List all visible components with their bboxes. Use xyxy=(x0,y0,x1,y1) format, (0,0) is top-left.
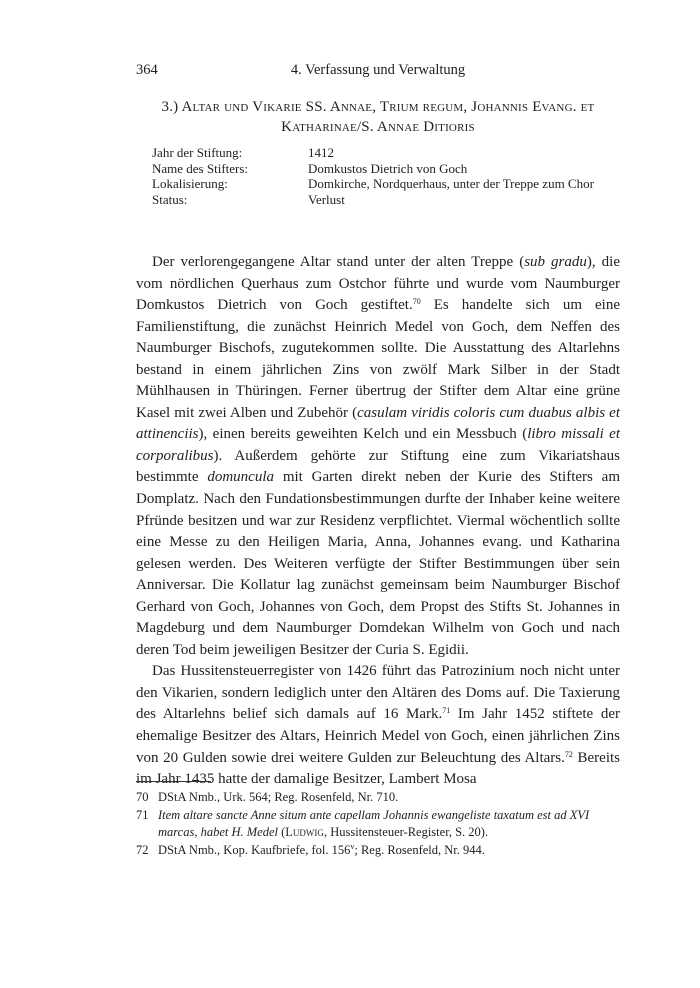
latin-term: casulam viridis coloris cum duabus albis et attinenciis xyxy=(136,404,620,443)
footnotes xyxy=(136,789,620,859)
text-run: ). Außerdem gehörte zur Stiftung eine zum Vikariatshaus bestimmte xyxy=(136,447,620,486)
meta-row xyxy=(152,176,622,192)
text-run: ; Reg. Rosenfeld, Nr. 944. xyxy=(354,842,485,857)
meta-label: Name des Stifters: xyxy=(152,160,249,176)
latin-term: libro missali et corporalibus xyxy=(136,426,620,464)
verso-mark: v xyxy=(350,841,355,851)
section-heading-line-2: Katharinae/S. Annae Ditioris xyxy=(281,119,475,135)
text-run: DStA Nmb., Urk. 564; Reg. Rosenfeld, Nr. 710. xyxy=(158,790,399,804)
text-run: ), einen bereits geweihten Kelch und ein Messbuch ( xyxy=(198,426,528,443)
author-name: Ludwig xyxy=(285,825,324,839)
footnote-ref-71[interactable]: 71 xyxy=(442,706,451,716)
running-head xyxy=(136,62,620,82)
footnote-ref-72[interactable]: 72 xyxy=(564,749,573,759)
footnote-ref-70[interactable]: 70 xyxy=(412,297,421,307)
foundation-metadata xyxy=(152,145,622,207)
footnote-text xyxy=(158,789,620,807)
paragraph-1 xyxy=(136,252,620,661)
section-heading-line-1: 3.) Altar und Vikarie SS. Annae, Trium regum, Johannis Evang. et xyxy=(161,99,595,115)
text-run: Der verlorengegangene Altar stand unter der alten Treppe ( xyxy=(152,254,525,270)
latin-term: sub gradu xyxy=(524,254,587,270)
text-run: ), die vom nördlichen Querhaus zum Ostchor führte und wurde vom Naumburger Domkustos Dietrich von Goch gestiftet. xyxy=(136,254,620,314)
paragraph-2 xyxy=(136,661,620,790)
body-text xyxy=(136,252,620,791)
meta-value: 1412 xyxy=(308,145,334,160)
text-run: Bereits im Jahr 1435 hatte der damalige Besitzer, Lambert Mosa xyxy=(136,749,620,788)
latin-term: domuncula xyxy=(207,469,274,486)
text-run: DStA Nmb., Kop. Kaufbriefe, fol. 156 xyxy=(158,842,351,857)
meta-value: Domkirche, Nordquerhaus, unter der Treppe zum Chor xyxy=(308,176,594,191)
meta-label: Jahr der Stiftung: xyxy=(152,145,243,160)
text-run: Es handelte sich um eine Familienstiftung, die zunächst Heinrich Medel von Goch, dem Neffen des Naumburger Bischofs, zugutekommen sollte. Die Ausstattung des Altarlehns bestand in einem jährlichen Zins von zwölf Mark Silber in der Stadt Mühlhausen in Thüringen. Ferner übertrug der Stifter dem Altar eine grüne Kasel mit zwei Alben und Zubehör ( xyxy=(136,297,621,421)
footnote-number: 71 xyxy=(136,807,149,822)
footnote-72 xyxy=(136,842,620,860)
page-number: 364 xyxy=(136,62,158,78)
section-heading xyxy=(136,97,620,137)
meta-label: Status: xyxy=(152,191,188,207)
footnote-text xyxy=(158,842,620,860)
meta-value: Domkustos Dietrich von Goch xyxy=(308,160,468,176)
latin-quote: Item altare sancte Anne situm ante capellam Johannis ewangeliste taxatum est ad XVI marcas, habet H. Medel xyxy=(158,807,590,839)
footnote-number: 70 xyxy=(136,790,149,804)
meta-label: Lokalisierung: xyxy=(152,176,228,191)
text-run: ( xyxy=(278,825,286,839)
text-run: Im Jahr 1452 stiftete der ehemalige Besitzer des Altars, Heinrich Medel von Goch, einen jährlichen Zins von 20 Gulden sowie drei weitere Gulden zur Beleuchtung des Altars. xyxy=(136,706,620,766)
footnote-divider xyxy=(136,781,211,782)
footnote-70 xyxy=(136,789,620,807)
text-run: mit Garten direkt neben der Kurie des Stifters am Domplatz. Nach den Fundationsbestimmungen durfte der Inhaber keine weitere Pfründe besitzen und war zur Residenz verpflichtet. Viermal wöchentlich sollte eine Messe zu den Heiligen Maria, Anna, Johannes evang. und Katharina gelesen werden. Des Weiteren verfügte der Stifter Bestimmungen über sein Anniversar. Die Kollatur lag zunächst gemeinsam beim Naumburger Bischof Gerhard von Goch, Johannes von Goch, dem Propst des Stifts St. Johannes in Magdeburg und dem Naumburger Domdekan Wilhelm von Goch und nach deren Tod beim jeweiligen Besitzer der Curia S. Egidii. xyxy=(136,469,620,658)
meta-value: Verlust xyxy=(308,191,345,207)
meta-row xyxy=(152,161,622,177)
chapter-title: 4. Verfassung und Verwaltung xyxy=(290,62,466,78)
footnote-number: 72 xyxy=(136,842,149,857)
footnote-71 xyxy=(136,807,620,842)
meta-row xyxy=(152,192,622,208)
footnote-text xyxy=(158,807,620,842)
text-run: Das Hussitensteuerregister von 1426 führt das Patrozinium noch nicht unter den Vikarien, sondern lediglich unter den Altären des Doms auf. Die Taxierung des Altarlehns belief sich damals auf 16 Mark. xyxy=(136,663,620,723)
text-run: , Hussitensteuer-Register, S. 20). xyxy=(323,825,489,839)
meta-row xyxy=(152,145,622,161)
